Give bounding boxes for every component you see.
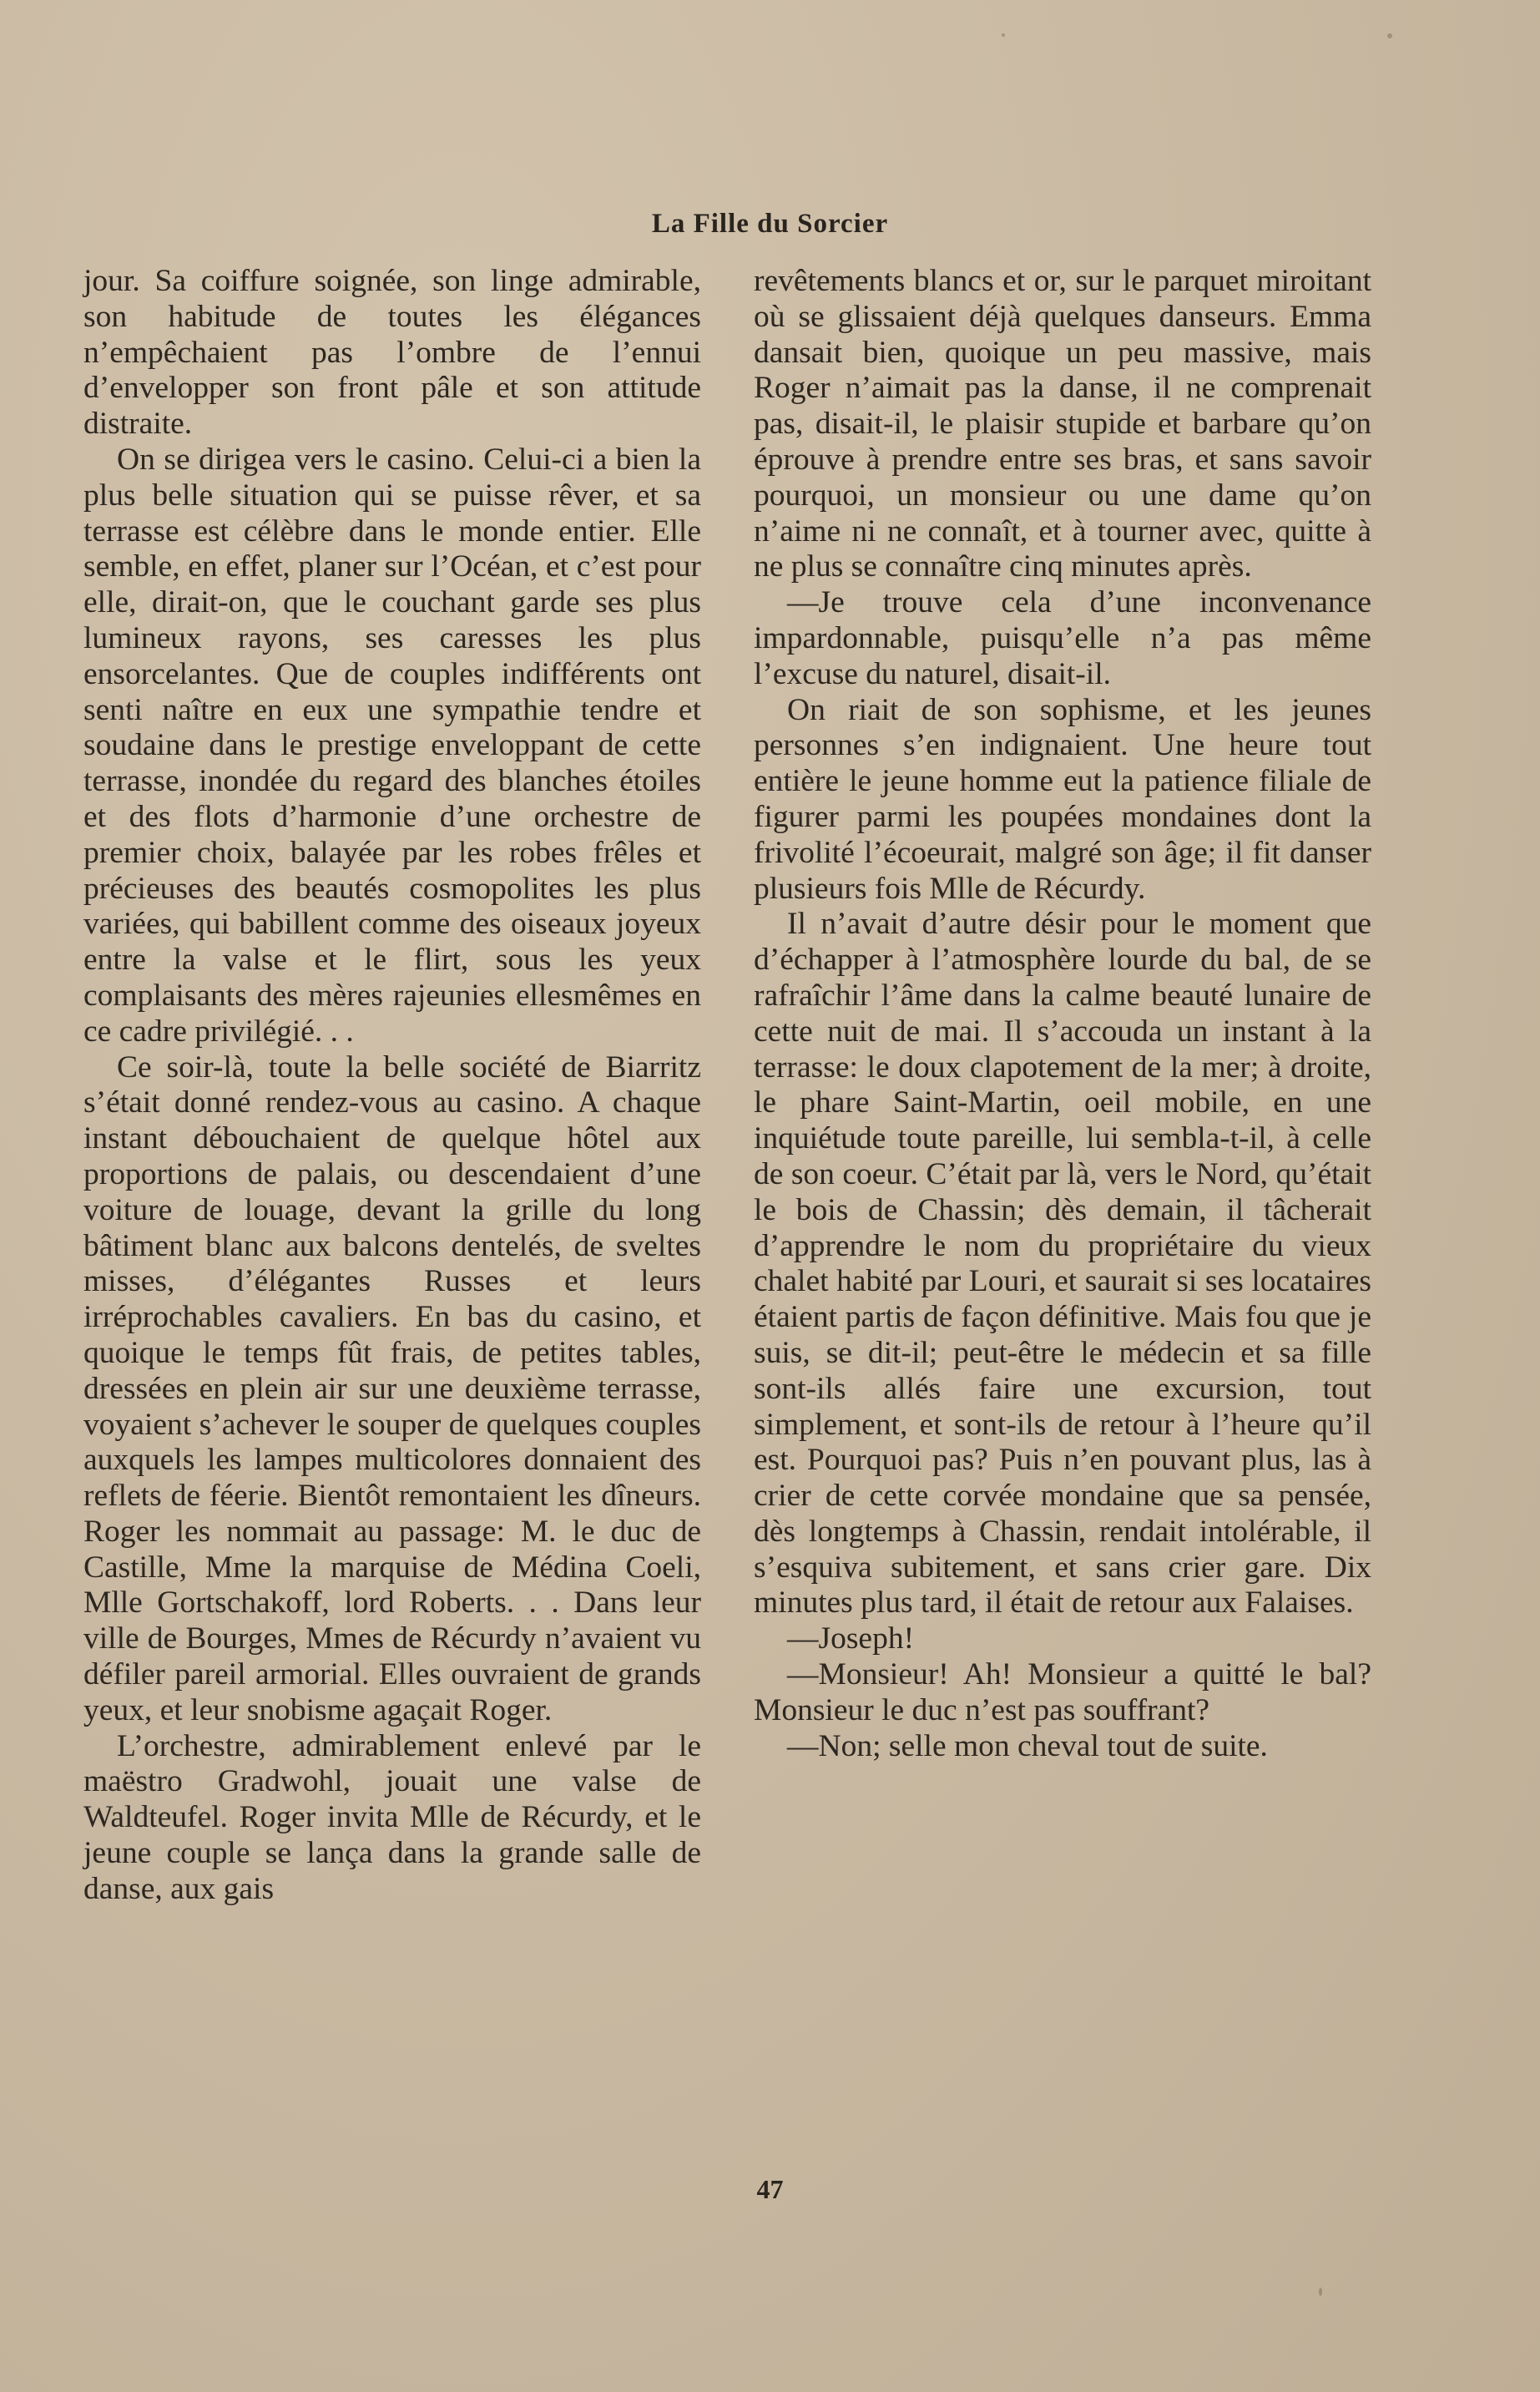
- paragraph: jour. Sa coiffure soignée, son linge admirable, son habitude de toutes les élégances n’empêchaient pas l’ombre de l’ennui d’envelopper son front pâle et son attitude distraite.: [83, 264, 701, 442]
- page-number: 47: [756, 2174, 784, 2204]
- paper-speck: [1319, 2288, 1322, 2296]
- paper-speck: [1387, 33, 1392, 38]
- paragraph: —Monsieur! Ah! Monsieur a quitté le bal? Monsieur le duc n’est pas souffrant?: [754, 1657, 1371, 1727]
- paragraph: —Joseph!: [787, 1621, 915, 1656]
- paragraph: On riait de son sophisme, et les jeunes personnes s’en indignaient. Une heure tout entière le jeune homme eut la patience filiale de figurer parmi les poupées mondaines dont la frivolité l’écoeurait, malgré son âge; il fit danser plusieurs fois Mlle de Récurdy.: [754, 692, 1371, 906]
- paper-speck: [1002, 33, 1005, 37]
- running-header: La Fille du Sorcier: [651, 209, 889, 239]
- right-column: [754, 264, 1371, 1764]
- paragraph: revêtements blancs et or, sur le parquet miroitant où se glissaient déjà quelques danseurs. Emma dansait bien, quoique un peu massive, mais Roger n’aimait pas la danse, il ne comprenait pas, disait-il, le plaisir stupide et barbare qu’on éprouve à prendre entre ses bras, et sans savoir pourquoi, un monsieur ou une dame qu’on n’aime ni ne connaît, et à tourner avec, quitte à ne plus se connaître cinq minutes après.: [754, 264, 1371, 584]
- paragraph: Ce soir-là, toute la belle société de Biarritz s’était donné rendez-vous au casino. A chaque instant débouchaient de quelque hôtel aux proportions de palais, ou descendaient d’une voiture de louage, devant la grille du long bâtiment blanc aux balcons dentelés, de sveltes misses, d’élégantes Russes et leurs irréprochables cavaliers. En bas du casino, et quoique le temps fût frais, de petites tables, dressées en plein air sur une deuxième terrasse, voyaient s’achever le souper de quelques couples auxquels les lampes multicolores donnaient des reflets de féerie. Bientôt remontaient les dîneurs. Roger les nommait au passage: M. le duc de Castille, Mme la marquise de Médina Coeli, Mlle Gortschakoff, lord Roberts. . . Dans leur ville de Bourges, Mmes de Récurdy n’avaient vu défiler pareil armorial. Elles ouvraient de grands yeux, et leur snobisme agaçait Roger.: [83, 1049, 701, 1727]
- paragraph: On se dirigea vers le casino. Celui-ci a bien la plus belle situation qui se puisse rêver, et sa terrasse est célèbre dans le monde entier. Elle semble, en effet, planer sur l’Océan, et c’est pour elle, dirait-on, que le couchant garde ses plus lumineux rayons, ses caresses les plus ensorcelantes. Que de couples indifférents ont senti naître en eux une sympathie tendre et soudaine dans le prestige enveloppant de cette terrasse, inondée du regard des blanches étoiles et des flots d’harmonie d’une orchestre de premier choix, balayée par les robes frêles et précieuses des beautés cosmopolites les plus variées, qui babillent comme des oiseaux joyeux entre la valse et le flirt, sous les yeux complaisants des mères rajeunies ellesmêmes en ce cadre privilégié. . .: [83, 442, 701, 1049]
- paragraph: L’orchestre, admirablement enlevé par le maëstro Gradwohl, jouait une valse de Waldteufel. Roger invita Mlle de Récurdy, et le jeune couple se lança dans la grande salle de danse, aux gais: [83, 1728, 701, 1906]
- left-column: [83, 264, 701, 1908]
- paragraph: —Non; selle mon cheval tout de suite.: [787, 1728, 1268, 1763]
- paragraph: Il n’avait d’autre désir pour le moment que d’échapper à l’atmosphère lourde du bal, de se rafraîchir l’âme dans la calme beauté lunaire de cette nuit de mai. Il s’accouda un instant à la terrasse: le doux clapotement de la mer; à droite, le phare Saint-Martin, oeil mobile, en une inquiétude toute pareille, lui sembla-t-il, à celle de son coeur. C’était par là, vers le Nord, qu’était le bois de Chassin; dès demain, il tâcherait d’apprendre le nom du propriétaire du vieux chalet habité par Louri, et saurait si ses locataires étaient partis de façon définitive. Mais fou que je suis, se dit-il; peut-être le médecin et sa fille sont-ils allés faire une excursion, tout simplement, et sont-ils de retour à l’heure qu’il est. Pourquoi pas? Puis n’en pouvant plus, las à crier de cette corvée mondaine que sa pensée, dès longtemps à Chassin, rendait intolérable, il s’esquiva subitement, et sans crier gare. Dix minutes plus tard, il était de retour aux Falaises.: [754, 907, 1371, 1621]
- paragraph: —Je trouve cela d’une inconvenance impardonnable, puisqu’elle n’a pas même l’excuse du naturel, disait-il.: [754, 585, 1371, 691]
